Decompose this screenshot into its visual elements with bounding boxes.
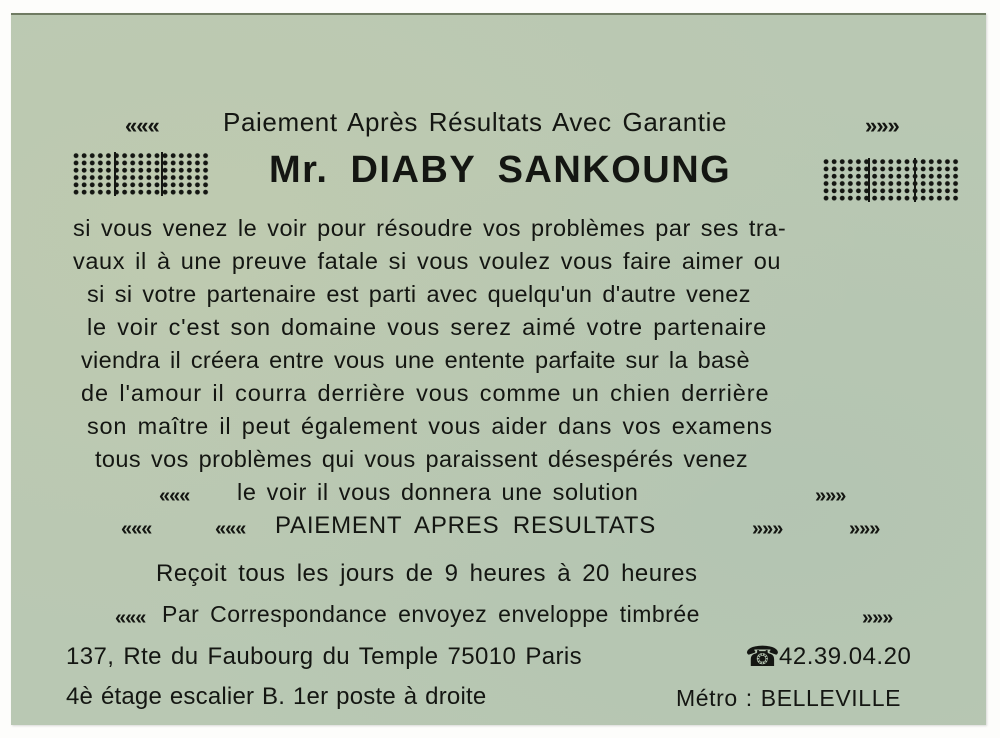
payment-outer-close-quote: »»» [849,518,880,540]
solution-text: le voir il vous donnera une solution [237,479,639,505]
body-line-4: le voir c'est son domaine vous serez aimé votre partenaire [87,314,768,340]
right-dot-pattern [822,158,960,202]
correspondence-open-quote: ««« [115,607,146,629]
correspondence-text: Par Correspondance envoyez enveloppe timbrée [162,601,700,627]
phone-icon: ☎ [745,641,781,672]
body-line-7: son maître il peut également vous aider dans vos examens [87,413,773,439]
solution-open-quote: ««« [159,485,190,507]
body-line-3: si si votre partenaire est parti avec quelqu'un d'autre venez [87,281,751,307]
payment-inner-close-quote: »»» [752,518,783,540]
header-close-quote: »»» [865,113,899,138]
practitioner-name: Mr. DIABY SANKOUNG [269,149,732,191]
body-line-1: si vous venez le voir pour résoudre vos problèmes par ses tra- [73,215,787,241]
body-line-2: vaux il à une preuve fatale si vous voulez vous faire aimer ou [73,248,782,274]
business-card [11,13,986,725]
payment-inner-open-quote: ««« [215,518,246,540]
opening-hours: Reçoit tous les jours de 9 heures à 20 heures [156,560,698,587]
correspondence-close-quote: »»» [862,607,893,629]
body-line-6: de l'amour il courra derrière vous comme un chien derrière [81,380,770,406]
left-dot-pattern [72,152,210,196]
phone-number: 42.39.04.20 [779,643,912,670]
payment-outer-open-quote: ««« [121,518,152,540]
solution-close-quote: »»» [815,485,846,507]
header-open-quote: ««« [125,113,159,138]
header-tagline: Paiement Après Résultats Avec Garantie [223,107,728,137]
payment-text: PAIEMENT APRES RESULTATS [275,512,657,539]
metro-station: Métro : BELLEVILLE [676,685,902,711]
body-line-8: tous vos problèmes qui vous paraissent désespérés venez [95,446,749,472]
body-line-5: viendra il créera entre vous une entente parfaite sur la basè [81,347,750,373]
floor-directions: 4è étage escalier B. 1er poste à droite [66,683,487,710]
street-address: 137, Rte du Faubourg du Temple 75010 Paris [66,643,583,670]
